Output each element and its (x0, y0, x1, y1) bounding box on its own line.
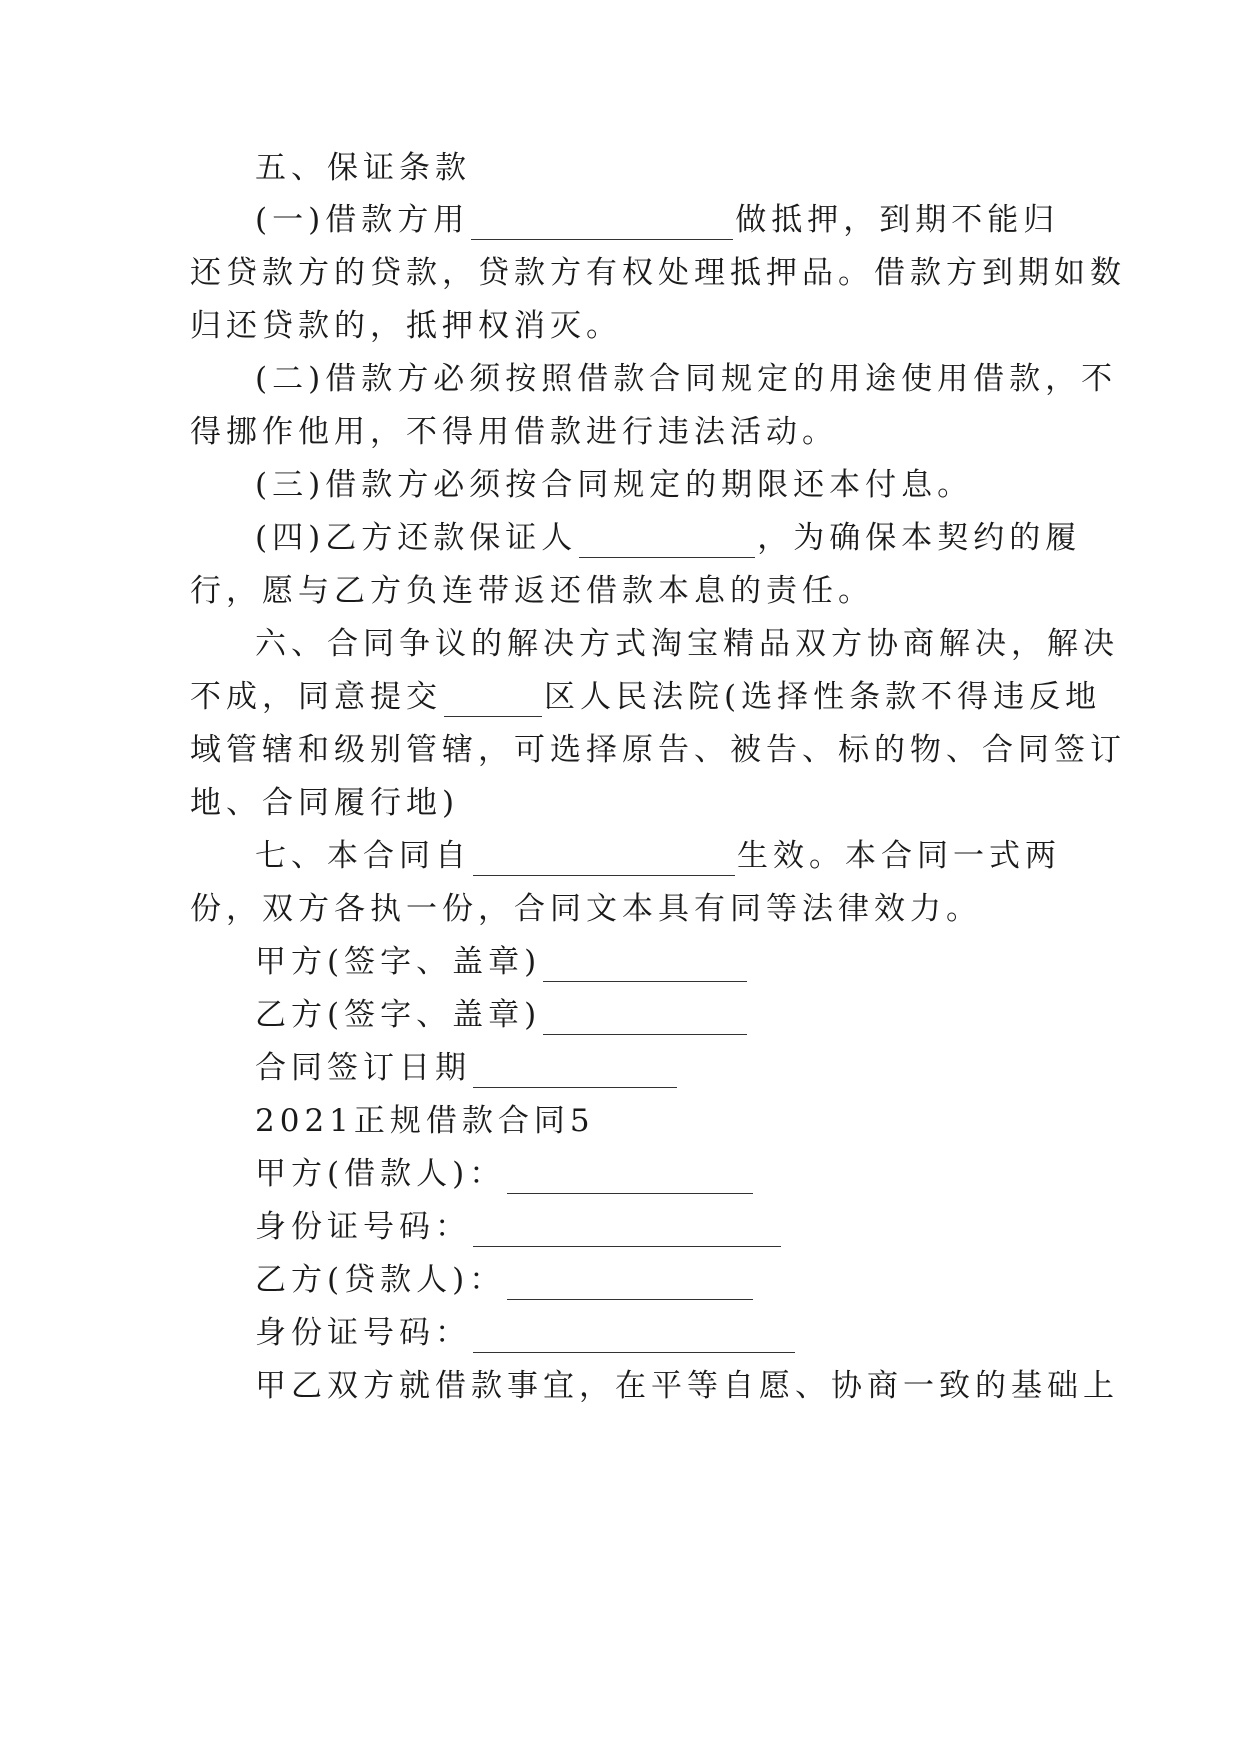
fill-blank-guarantor (579, 527, 755, 558)
paragraph-line: 行，愿与乙方负连带返还借款本息的责任。 (190, 573, 874, 609)
paragraph-line: 得挪作他用，不得用借款进行违法活动。 (190, 414, 838, 450)
paragraph-line: 不成，同意提交 区人民法院(选择性条款不得违反地 (190, 679, 1102, 715)
paragraph-line: 地、合同履行地) (190, 785, 460, 821)
paragraph-line: (四)乙方还款保证人 ，为确保本契约的履 (255, 520, 1082, 556)
fill-blank-signing-date (473, 1057, 677, 1088)
signing-date-line: 合同签订日期 (255, 1048, 679, 1088)
paragraph-line: 还贷款方的贷款，贷款方有权处理抵押品。借款方到期如数 (190, 255, 1126, 291)
paragraph-line: 域管辖和级别管辖，可选择原告、被告、标的物、合同签订 (190, 732, 1126, 768)
fill-blank-collateral (471, 209, 733, 240)
paragraph-line: 甲乙双方就借款事宜，在平等自愿、协商一致的基础上 (255, 1368, 1119, 1404)
signature-line-party-a: 甲方(签字、盖章) (255, 942, 749, 982)
fill-blank-party-a-id (473, 1216, 781, 1247)
fill-blank-party-b-id (473, 1322, 795, 1353)
fill-blank-effective-date (473, 845, 735, 876)
fill-blank-party-a-signature (543, 951, 747, 982)
paragraph-line: (一)借款方用 做抵押，到期不能归 (255, 202, 1060, 238)
paragraph-line: 六、合同争议的解决方式淘宝精品双方协商解决，解决 (255, 626, 1119, 662)
contract-title: 2021正规借款合同5 (255, 1103, 595, 1139)
field-line-id-number: 身份证号码： (255, 1207, 783, 1247)
paragraph-line: 七、本合同自 生效。本合同一式两 (255, 838, 1061, 874)
field-line-id-number: 身份证号码： (255, 1313, 797, 1353)
signature-line-party-b: 乙方(签字、盖章) (255, 995, 749, 1035)
paragraph-line: 归还贷款的，抵押权消灭。 (190, 308, 622, 344)
paragraph-line: (二)借款方必须按照借款合同规定的用途使用借款，不 (255, 361, 1118, 397)
field-line-borrower: 乙方(贷款人)： (255, 1260, 755, 1300)
field-line-lender: 甲方(借款人)： (255, 1154, 755, 1194)
fill-blank-party-b-signature (543, 1004, 747, 1035)
fill-blank-party-a-name (507, 1163, 753, 1194)
paragraph-line: 份，双方各执一份，合同文本具有同等法律效力。 (190, 891, 982, 927)
section-heading-guarantee: 五、保证条款 (255, 150, 471, 186)
fill-blank-court (444, 686, 542, 717)
fill-blank-party-b-name (507, 1269, 753, 1300)
paragraph-line: (三)借款方必须按合同规定的期限还本付息。 (255, 467, 974, 503)
